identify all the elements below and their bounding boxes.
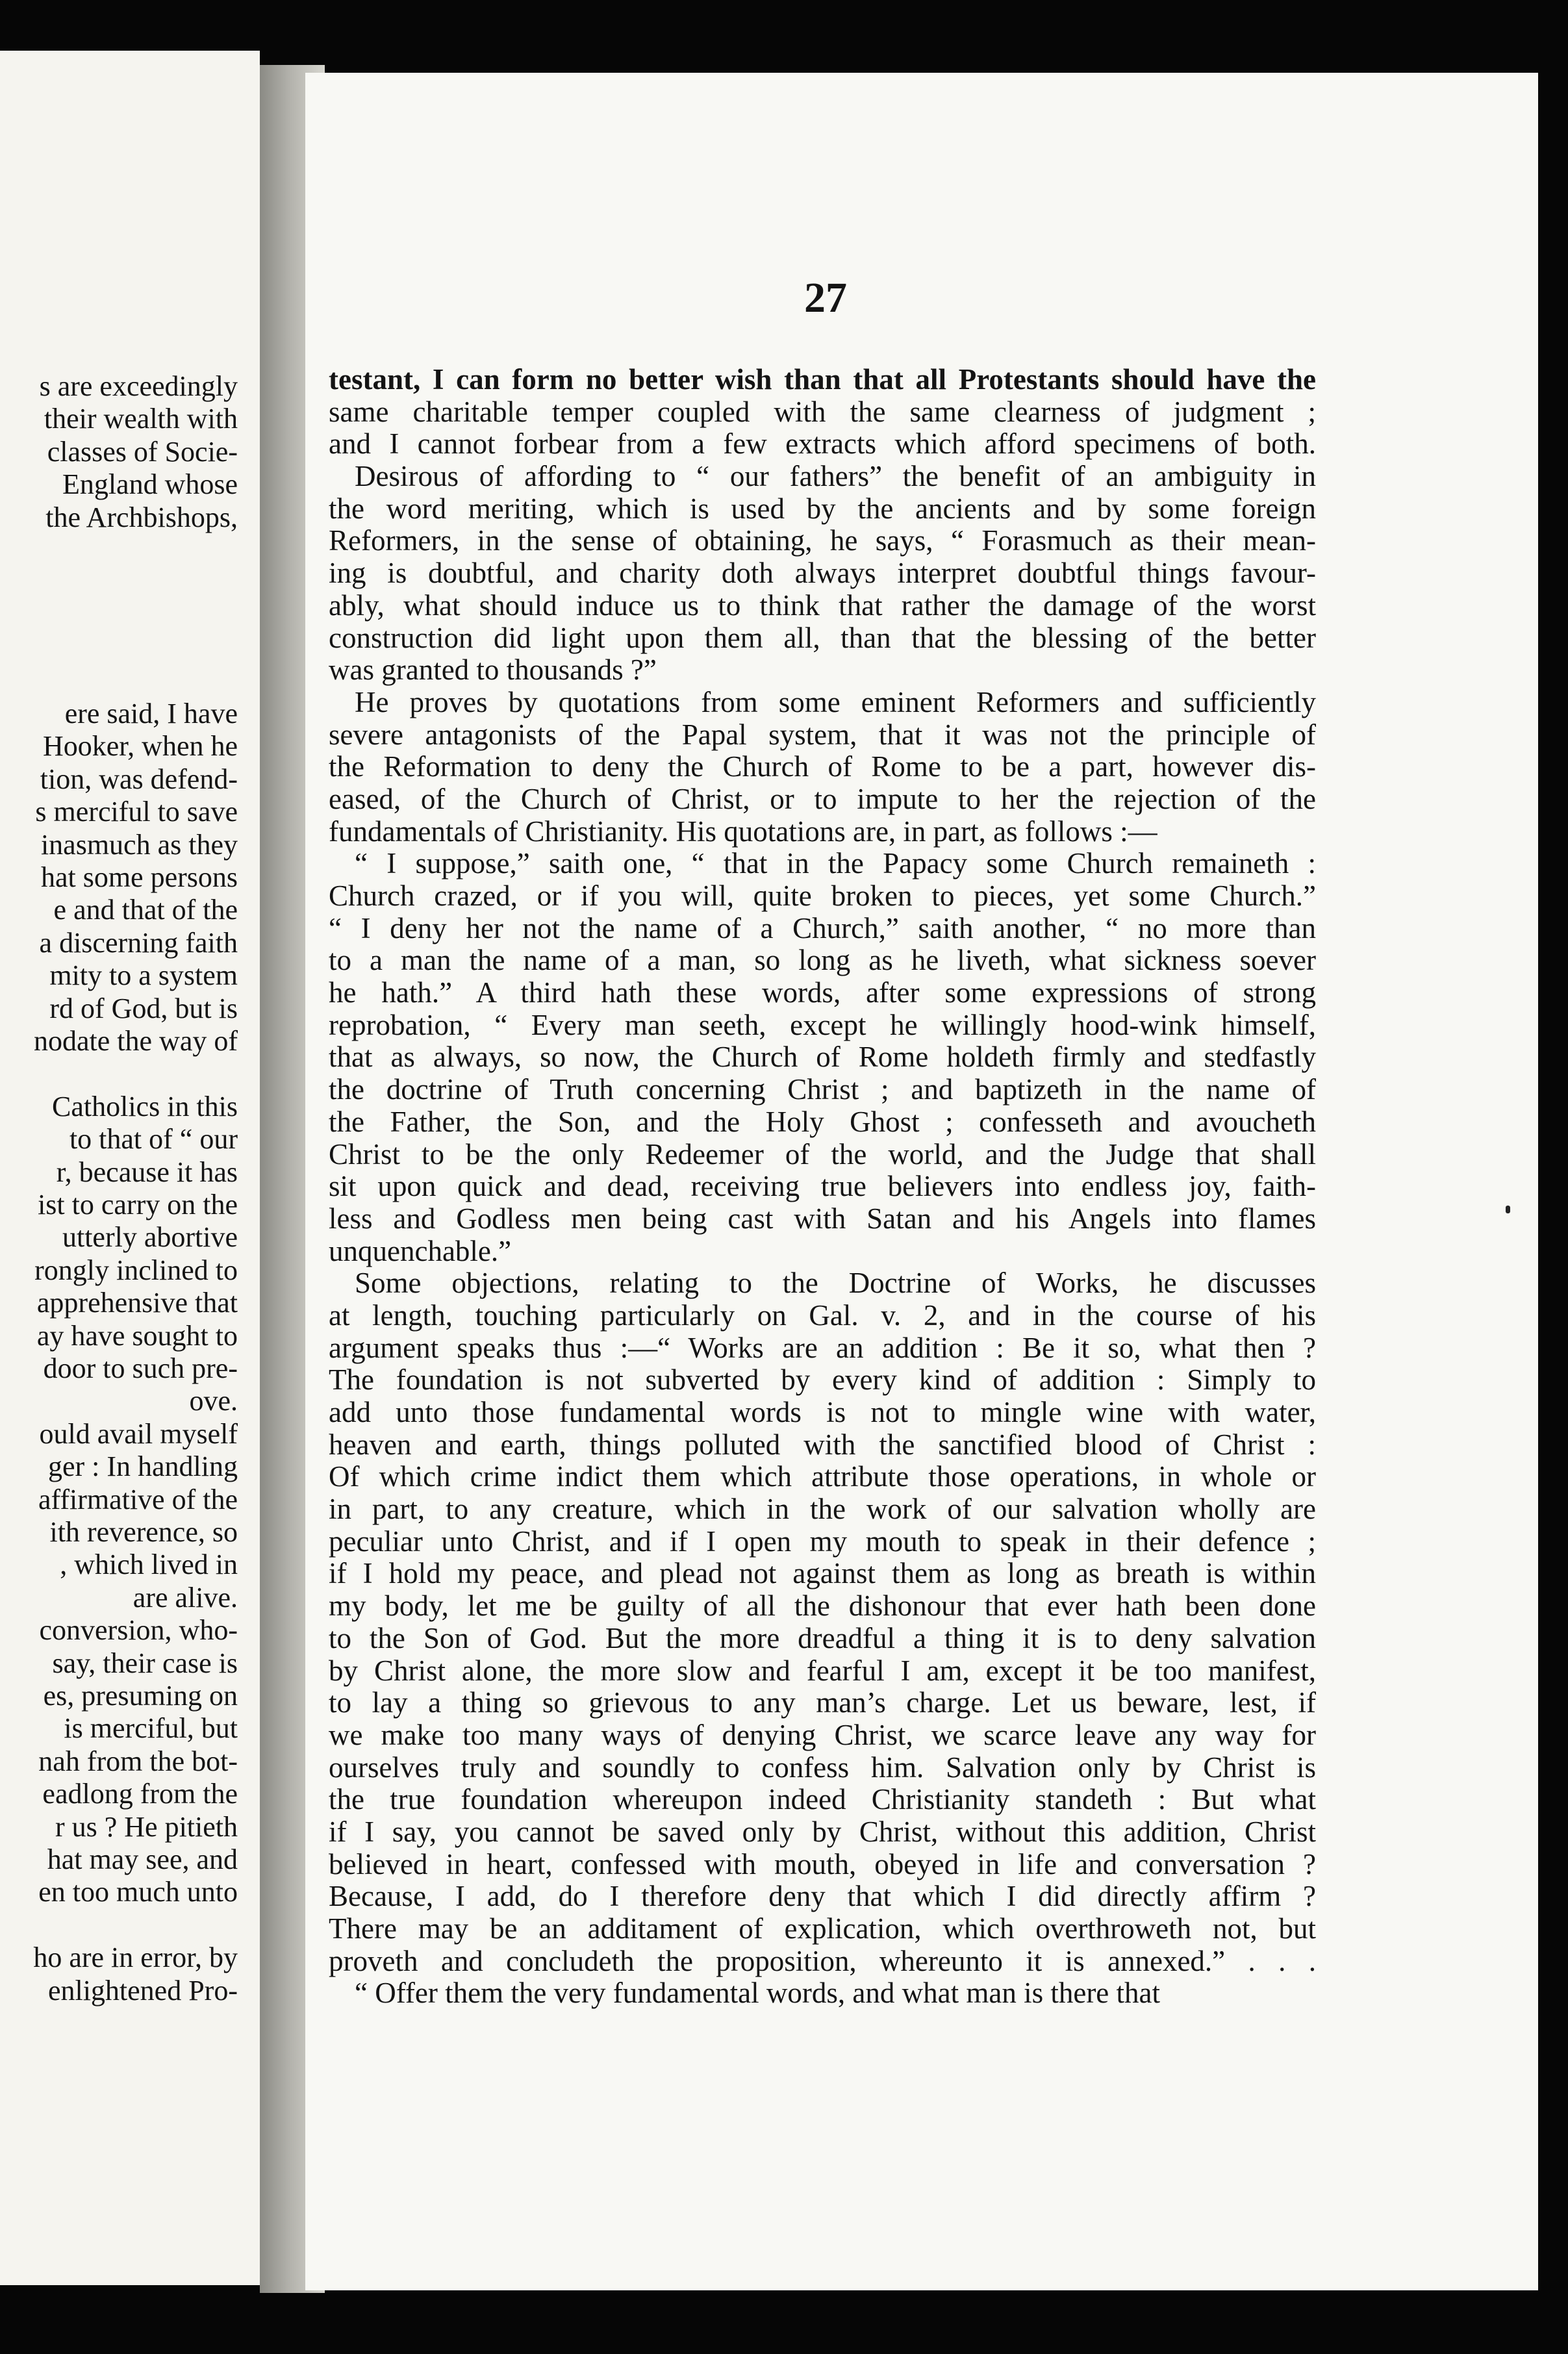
text-line: eased, of the Church of Christ, or to impute to her the rejection of the xyxy=(329,782,1316,815)
text-line: we make too many ways of denying Christ, we scarce leave any way for xyxy=(329,1718,1316,1751)
text-line: that as always, so now, the Church of Rome holdeth firmly and stedfastly xyxy=(329,1041,1316,1074)
text-line: Of which crime indict them which attribute those operations, in whole or xyxy=(329,1460,1316,1493)
left-page-line: nodate the way of xyxy=(34,1025,238,1057)
text-line: less and Godless men being cast with Satan and his Angels into flames xyxy=(329,1202,1316,1235)
text-line: the true foundation whereupon indeed Christianity standeth : But what xyxy=(329,1783,1316,1816)
text-line: my body, let me be guilty of all the dishonour that ever hath been done xyxy=(329,1589,1316,1623)
left-page-line: , which lived in xyxy=(60,1549,238,1581)
left-page-line: nah from the bot- xyxy=(38,1745,238,1777)
text-line: if I say, you cannot be saved only by Christ, without this addition, Christ xyxy=(329,1815,1316,1848)
left-page-line: the Archbishops, xyxy=(45,501,238,533)
text-line: reprobation, “ Every man seeth, except he willingly hood-wink himself, xyxy=(329,1008,1316,1041)
text-line: by Christ alone, the more slow and fearful I am, except it be too manifest, xyxy=(329,1654,1316,1687)
text-line: ing is doubtful, and charity doth always interpret doubtful things favour- xyxy=(329,557,1316,590)
text-line: The foundation is not subverted by every kind of addition : Simply to xyxy=(329,1363,1316,1397)
left-page-line: tion, was defend- xyxy=(40,763,238,795)
text-line: Desirous of affording to “ our fathers” the benefit of an ambiguity in xyxy=(355,460,1316,493)
text-line: testant, I can form no better wish than that all Protestants should have the xyxy=(329,363,1316,396)
text-line: the doctrine of Truth concerning Christ ; and baptizeth in the name of xyxy=(329,1073,1316,1106)
left-page-line: classes of Socie- xyxy=(47,435,238,468)
left-page-line: a discerning faith xyxy=(39,926,238,959)
left-page-line: inasmuch as they xyxy=(40,828,238,861)
text-line: sit upon quick and dead, receiving true believers into endless joy, faith- xyxy=(329,1170,1316,1203)
left-page-line: ho are in error, by xyxy=(33,1942,238,1974)
left-page-line: conversion, who- xyxy=(39,1614,238,1647)
text-line: the Reformation to deny the Church of Rome to be a part, however dis- xyxy=(329,750,1316,783)
text-line: Christ to be the only Redeemer of the world, and the Judge that shall xyxy=(329,1137,1316,1171)
left-page-line: eadlong from the xyxy=(42,1778,238,1810)
text-line: the word meriting, which is used by the ancients and by some foreign xyxy=(329,492,1316,525)
text-line: Church crazed, or if you will, quite broken to pieces, yet some Church.” xyxy=(329,880,1316,912)
text-line: Because, I add, do I therefore deny that which I did directly affirm ? xyxy=(329,1880,1316,1913)
text-line: believed in heart, confessed with mouth, obeyed in life and conversation ? xyxy=(329,1847,1316,1880)
left-page-line: ger : In handling xyxy=(47,1450,238,1483)
text-line: add unto those fundamental words is not to mingle wine with water, xyxy=(329,1396,1316,1428)
left-page-line: ith reverence, so xyxy=(49,1516,238,1548)
text-line: fundamentals of Christianity. His quotations are, in part, as follows :— xyxy=(329,815,1157,848)
text-line: “ Offer them the very fundamental words, and what man is there that xyxy=(355,1977,1161,2010)
left-page-line: Catholics in this xyxy=(52,1090,238,1122)
text-line: heaven and earth, things polluted with the sanctified blood of Christ : xyxy=(329,1428,1316,1461)
left-page-line: s are exceedingly xyxy=(39,370,238,402)
text-line: There may be an additament of explication, which overthroweth not, but xyxy=(329,1912,1316,1945)
text-line: ourselves truly and soundly to confess him. Salvation only by Christ is xyxy=(329,1751,1316,1784)
left-page-line: ould avail myself xyxy=(39,1417,238,1450)
left-page-line: es, presuming on xyxy=(43,1680,238,1712)
text-line: He proves by quotations from some eminent Reformers and sufficiently xyxy=(355,685,1316,718)
left-page-line: are alive. xyxy=(133,1581,238,1614)
left-page-line: en too much unto xyxy=(38,1876,238,1908)
left-page-line: ove. xyxy=(189,1385,238,1417)
text-line: at length, touching particularly on Gal. v. 2, and in the course of his xyxy=(329,1298,1316,1332)
text-line: Reformers, in the sense of obtaining, he says, “ Forasmuch as their mean- xyxy=(329,524,1316,557)
left-page-line: ay have sought to xyxy=(36,1319,238,1352)
text-line: same charitable temper coupled with the same clearness of judgment ; xyxy=(329,395,1316,428)
text-line: was granted to thousands ?” xyxy=(329,653,657,687)
text-line: peculiar unto Christ, and if I open my mouth to speak in their defence ; xyxy=(329,1525,1316,1558)
left-page-line: enlightened Pro- xyxy=(47,1974,238,2006)
text-line: if I hold my peace, and plead not against them as long as breath is within xyxy=(329,1557,1316,1590)
left-page-line: rd of God, but is xyxy=(49,992,238,1024)
text-line: the Father, the Son, and the Holy Ghost ; confesseth and avoucheth xyxy=(329,1105,1316,1138)
left-page-line: r, because it has xyxy=(56,1156,238,1188)
text-line: unquenchable.” xyxy=(329,1234,512,1267)
text-line: to lay a thing so grievous to any man’s charge. Let us beware, lest, if xyxy=(329,1686,1316,1719)
left-page-line: to that of “ our xyxy=(69,1123,238,1156)
ink-speck xyxy=(1506,1206,1510,1213)
left-page-line: hat some persons xyxy=(40,861,238,893)
left-page-line: their wealth with xyxy=(44,403,238,435)
text-line: ably, what should induce us to think that rather the damage of the worst xyxy=(329,588,1316,622)
left-page-line: utterly abortive xyxy=(62,1221,238,1254)
text-line: to the Son of God. But the more dreadful a thing it is to deny salvation xyxy=(329,1621,1316,1654)
left-page-line: is merciful, but xyxy=(64,1712,238,1745)
left-page-line: mity to a system xyxy=(49,959,238,992)
text-line: in part, to any creature, which in the work of our salvation wholly are xyxy=(329,1493,1316,1526)
left-page-line: apprehensive that xyxy=(36,1287,238,1319)
left-page-line: s merciful to save xyxy=(35,796,238,828)
left-page-line: r us ? He pitieth xyxy=(55,1810,238,1843)
left-page-line: Hooker, when he xyxy=(42,730,238,763)
text-line: and I cannot forbear from a few extracts which afford specimens of both. xyxy=(329,427,1316,461)
text-line: proveth and concludeth the proposition, whereunto it is annexed.” . . . xyxy=(329,1944,1316,1977)
left-page-line: door to such pre- xyxy=(43,1352,238,1384)
left-page xyxy=(0,51,260,2285)
left-page-line: hat may see, and xyxy=(47,1843,238,1875)
left-page-line: England whose xyxy=(62,468,238,501)
text-line: to a man the name of a man, so long as he liveth, what sickness soever xyxy=(329,944,1316,977)
left-page-line: rongly inclined to xyxy=(34,1254,238,1286)
text-line: he hath.” A third hath these words, after some expressions of strong xyxy=(329,976,1316,1009)
left-page-line: e and that of the xyxy=(53,894,238,926)
text-line: severe antagonists of the Papal system, that it was not the principle of xyxy=(329,718,1316,751)
text-line: construction did light upon them all, than that the blessing of the better xyxy=(329,621,1316,654)
body-text xyxy=(329,364,1316,2010)
page-number: 27 xyxy=(804,274,847,322)
left-page-line: ist to carry on the xyxy=(38,1189,238,1221)
left-page-line: say, their case is xyxy=(52,1647,238,1679)
left-page-line: ere said, I have xyxy=(64,698,238,729)
text-line: “ I suppose,” saith one, “ that in the Papacy some Church remaineth : xyxy=(355,847,1316,880)
text-line: “ I deny her not the name of a Church,” saith another, “ no more than xyxy=(329,911,1316,944)
text-line: Some objections, relating to the Doctrine of Works, he discusses xyxy=(355,1267,1316,1300)
left-page-line: affirmative of the xyxy=(38,1483,238,1515)
text-line: argument speaks thus :—“ Works are an addition : Be it so, what then ? xyxy=(329,1331,1316,1364)
